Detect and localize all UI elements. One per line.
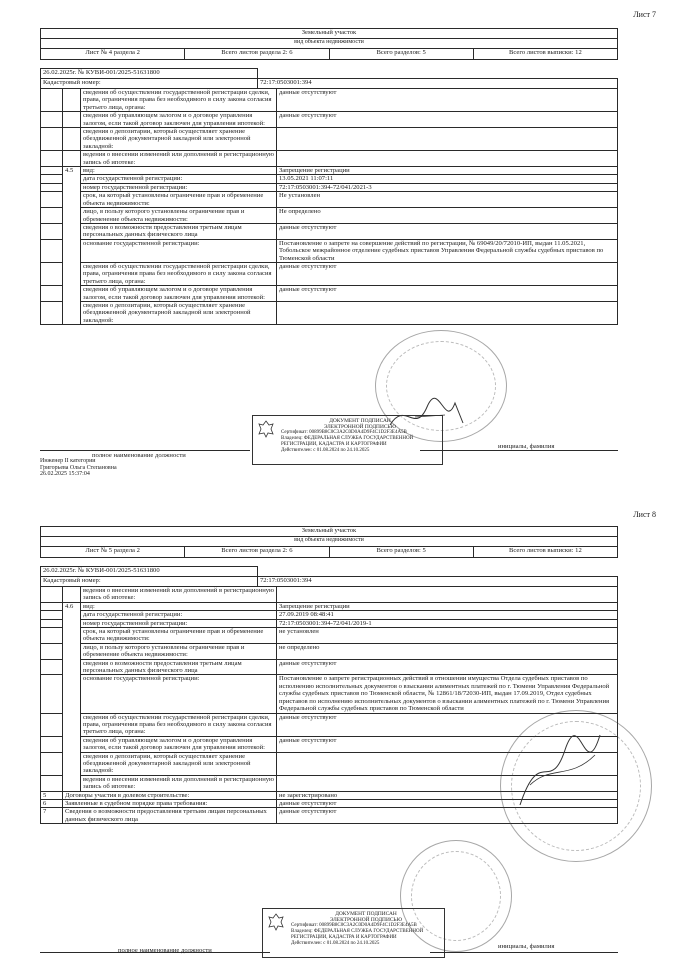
- esign-cert: Сертификат: 00899B8C0C3A2C0D0A4D9F4C1D2F3E4A5B: [281, 430, 407, 435]
- row-label: сведения об осуществлении государственной регистрации сделки, права, ограничения права без необходимого в силу закона согласия третьего лица, органа:: [81, 713, 277, 736]
- empty-cell: [41, 167, 63, 175]
- row-label: основание государственной регистрации:: [81, 239, 277, 262]
- table-row: [41, 659, 618, 675]
- row-value: не установлен: [277, 628, 618, 644]
- table-row: [41, 611, 618, 619]
- registrar-block: [40, 458, 117, 478]
- handwritten-signature: [385, 395, 475, 435]
- row-label: срок, на который установлены ограничение прав и обременение объекта недвижимости:: [81, 628, 277, 644]
- extract-date-number: 26.02.2025г. № КУВИ-001/2025-51631800: [41, 69, 258, 79]
- esign-validity: Действителен: с 01.08.2024 по 24.10.2025: [281, 448, 370, 453]
- empty-cell: [63, 587, 81, 603]
- row-label: сведения об управляющем залогом и о договоре управления залогом, если такой договор заключен для управления ипотекой:: [81, 736, 277, 752]
- esign-owner: Владелец: ФЕДЕРАЛЬНАЯ СЛУЖБА ГОСУДАРСТВЕННОЙ: [281, 436, 414, 441]
- empty-cell: [41, 643, 63, 659]
- row-label: ведения о внесении изменений или дополнений в регистрационную запись об ипотеке:: [81, 151, 277, 167]
- extract-meta: [40, 566, 618, 587]
- entry-number: 4.5: [63, 167, 81, 325]
- total-sheets-extract: Всего листов выписки: 12: [473, 547, 617, 558]
- empty-cell: [41, 628, 63, 644]
- total-sheets-section: Всего листов раздела 2: 6: [185, 49, 329, 60]
- table-row: [41, 301, 618, 324]
- encumbrance-table: [40, 88, 618, 325]
- empty-cell: [41, 736, 63, 752]
- table-row: [41, 587, 618, 603]
- esign-title: ДОКУМЕНТ ПОДПИСАН: [329, 418, 391, 424]
- sheet-of-section: Лист № 5 раздела 2: [41, 547, 185, 558]
- esign-owner: Владелец: ФЕДЕРАЛЬНАЯ СЛУЖБА ГОСУДАРСТВЕННОЙ: [291, 929, 424, 934]
- table-row: [41, 286, 618, 302]
- row-label: номер государственной регистрации:: [81, 183, 277, 191]
- row-value: данные отсутствуют: [277, 736, 618, 752]
- total-sheets-section: Всего листов раздела 2: 6: [185, 547, 329, 558]
- empty-cell: [41, 175, 63, 183]
- table-row: [41, 208, 618, 224]
- emblem-icon: [256, 419, 276, 439]
- row-value: [277, 301, 618, 324]
- table-row: [41, 128, 618, 151]
- footer-initials: инициалы, фамилия: [498, 443, 555, 450]
- row-value: 13.05.2021 11:07:11: [277, 175, 618, 183]
- extract-meta: [40, 68, 618, 89]
- empty-cell: [41, 752, 63, 775]
- empty-cell: [63, 112, 81, 128]
- row-value: Запрещение регистрации: [277, 167, 618, 175]
- footer-initials: инициалы, фамилия: [498, 943, 555, 950]
- row-value: 72:17:0503001:394-72/041/2019-1: [277, 619, 618, 627]
- section-label: Сведения о возможности предоставления третьим лицам персональных данных физического лица: [63, 808, 277, 824]
- extract-date-number: 26.02.2025г. № КУВИ-001/2025-51631800: [41, 567, 258, 577]
- initials-line: [430, 952, 618, 953]
- cadastral-label: Кадастровый номер:: [41, 79, 258, 89]
- object-type: Земельный участок: [41, 527, 618, 537]
- section-number: 7: [41, 808, 63, 824]
- section-label: Договоры участия в долевом строительстве:: [63, 791, 277, 799]
- table-row: [41, 223, 618, 239]
- sheet-header: [40, 28, 618, 60]
- esign-subtitle: ЭЛЕКТРОННОЙ ПОДПИСЬЮ: [329, 917, 403, 923]
- footer-position: полное наименование должности: [92, 452, 186, 459]
- row-value: [277, 151, 618, 167]
- table-row: [41, 619, 618, 627]
- row-value: данные отсутствуют: [277, 223, 618, 239]
- row-value: данные отсутствуют: [277, 659, 618, 675]
- row-label: лицо, в пользу которого установлены ограничение прав и обременение объекта недвижимости:: [81, 643, 277, 659]
- empty-cell: [41, 89, 63, 112]
- table-row: [41, 262, 618, 285]
- page-number: Лист 8: [633, 510, 656, 519]
- row-label: ведения о внесении изменений или дополнений в регистрационную запись об ипотеке:: [81, 587, 277, 603]
- section-number: 5: [41, 791, 63, 799]
- registrar-datetime: 26.02.2025 15:37:04: [40, 471, 90, 478]
- row-label: дата государственной регистрации:: [81, 611, 277, 619]
- esign-validity: Действителен: с 01.08.2024 по 24.10.2025: [291, 941, 380, 946]
- empty-cell: [41, 151, 63, 167]
- row-value: Постановление о запрете регистрационных действий в отношении имущества Отдела судебных приставов по исполнению исполнительных документов о взыскании алиментных платежей по г. Тюмени Управления Федеральной службы судебных приставов по Тюменской области, № 12861/18/72030-ИП, выдан 17.09.2019, Отдел судебных приставов по исполнению исполнительных документов о взыскании алиментных платежей по г. Тюмени Управления Федеральной службы судебных приставов по Тюменской области: [277, 675, 618, 713]
- empty-cell: [41, 587, 63, 603]
- registrar-position: Инженер II категории: [40, 458, 96, 464]
- row-value: данные отсутствуют: [277, 89, 618, 112]
- empty-cell: [41, 192, 63, 208]
- row-label: сведения о возможности предоставления третьим лицам персональных данных физического лица: [81, 223, 277, 239]
- empty-cell: [41, 675, 63, 713]
- row-value: Запрещение регистрации: [277, 602, 618, 610]
- row-value: не определено: [277, 643, 618, 659]
- empty-cell: [63, 89, 81, 112]
- table-row: [41, 151, 618, 167]
- esign-subtitle: ЭЛЕКТРОННОЙ ПОДПИСЬЮ: [323, 424, 397, 430]
- table-row: [41, 602, 618, 610]
- empty-cell: [41, 619, 63, 627]
- sheet-header: [40, 526, 618, 558]
- empty-cell: [41, 262, 63, 285]
- row-value: 27.09.2019 08:48:41: [277, 611, 618, 619]
- row-label: вид:: [81, 167, 277, 175]
- table-row: [41, 112, 618, 128]
- section-value: данные отсутствуют: [277, 808, 618, 824]
- position-line: [40, 450, 250, 451]
- row-label: ведения о внесении изменений или дополнений в регистрационную запись об ипотеке:: [81, 775, 277, 791]
- section-number: 6: [41, 799, 63, 807]
- row-value: [277, 128, 618, 151]
- table-row: [41, 183, 618, 191]
- object-kind: вид объекта недвижимости: [41, 39, 618, 49]
- empty-cell: [41, 286, 63, 302]
- empty-cell: [63, 128, 81, 151]
- row-label: сведения о депозитарии, который осуществляет хранение обездвиженной документарной закладной или электронной закладной:: [81, 752, 277, 775]
- row-label: сведения о депозитарии, который осуществляет хранение обездвиженной документарной закладной или электронной закладной:: [81, 128, 277, 151]
- empty-cell: [41, 223, 63, 239]
- row-value: данные отсутствуют: [277, 286, 618, 302]
- row-label: сведения о депозитарии, который осуществляет хранение обездвиженной документарной закладной или электронной закладной:: [81, 301, 277, 324]
- esign-owner-2: РЕГИСТРАЦИИ, КАДАСТРА И КАРТОГРАФИИ: [281, 442, 387, 447]
- table-row: [41, 167, 618, 175]
- row-label: срок, на который установлены ограничение прав и обременение объекта недвижимости:: [81, 192, 277, 208]
- row-value: Постановление о запрете на совершение действий по регистрации, № 69049/20/72010-ИП, выдан 11.05.2021, Тобольское межрайонное отделение судебных приставов Управления Федеральной службы судебных приставов по Тюменской области: [277, 239, 618, 262]
- row-label: дата государственной регистрации:: [81, 175, 277, 183]
- row-value: [277, 587, 618, 603]
- empty-cell: [41, 301, 63, 324]
- table-row: [41, 675, 618, 713]
- section-value: данные отсутствуют: [277, 799, 618, 807]
- cadastral-label: Кадастровый номер:: [41, 577, 258, 587]
- empty-cell: [41, 602, 63, 610]
- total-sections: Всего разделов: 5: [329, 547, 473, 558]
- cadastral-number: 72:17:0503001:394: [258, 577, 618, 587]
- row-label: основание государственной регистрации:: [81, 675, 277, 713]
- empty-cell: [41, 208, 63, 224]
- row-label: сведения об управляющем залогом и о договоре управления залогом, если такой договор заключен для управления ипотекой:: [81, 286, 277, 302]
- row-value: данные отсутствуют: [277, 262, 618, 285]
- table-row: [41, 628, 618, 644]
- handwritten-signature: [510, 725, 610, 815]
- table-row: [41, 192, 618, 208]
- empty-cell: [41, 611, 63, 619]
- total-sections: Всего разделов: 5: [329, 49, 473, 60]
- sheet-of-section: Лист № 4 раздела 2: [41, 49, 185, 60]
- empty-cell: [41, 239, 63, 262]
- empty-cell: [41, 112, 63, 128]
- page-number: Лист 7: [633, 10, 656, 19]
- entry-number: 4.6: [63, 602, 81, 791]
- extract-sheet-8: [0, 510, 678, 960]
- esign-title: ДОКУМЕНТ ПОДПИСАН: [335, 911, 397, 917]
- table-row: [41, 89, 618, 112]
- table-row: [41, 643, 618, 659]
- row-value: 72:17:0503001:394-72/041/2021-3: [277, 183, 618, 191]
- row-label: сведения об осуществлении государственной регистрации сделки, права, ограничения права без необходимого в силу закона согласия третьего лица, органа:: [81, 262, 277, 285]
- section-value: не зарегистрировано: [277, 791, 618, 799]
- row-label: вид:: [81, 602, 277, 610]
- row-label: номер государственной регистрации:: [81, 619, 277, 627]
- table-row: [41, 239, 618, 262]
- empty-cell: [41, 775, 63, 791]
- empty-cell: [41, 713, 63, 736]
- esign-owner-2: РЕГИСТРАЦИИ, КАДАСТРА И КАРТОГРАФИИ: [291, 935, 397, 940]
- empty-cell: [41, 659, 63, 675]
- initials-line: [420, 450, 618, 451]
- section-label: Заявленные в судебном порядке права требования:: [63, 799, 277, 807]
- row-label: сведения об осуществлении государственной регистрации сделки, права, ограничения права без необходимого в силу закона согласия третьего лица, органа:: [81, 89, 277, 112]
- row-label: сведения об управляющем залогом и о договоре управления залогом, если такой договор заключен для управления ипотекой:: [81, 112, 277, 128]
- emblem-icon: [266, 912, 286, 932]
- round-seal-2: [400, 840, 512, 952]
- row-label: лицо, в пользу которого установлены ограничение прав и обременение объекта недвижимости:: [81, 208, 277, 224]
- object-kind: вид объекта недвижимости: [41, 537, 618, 547]
- row-value: Не установлен: [277, 192, 618, 208]
- empty-cell: [41, 183, 63, 191]
- cadastral-number: 72:17:0503001:394: [258, 79, 618, 89]
- footer-position: полное наименование должности: [118, 947, 212, 954]
- row-value: данные отсутствуют: [277, 713, 618, 736]
- row-value: данные отсутствуют: [277, 112, 618, 128]
- row-label: сведения о возможности предоставления третьим лицам персональных данных физического лица: [81, 659, 277, 675]
- object-type: Земельный участок: [41, 29, 618, 39]
- row-value: Не определено: [277, 208, 618, 224]
- total-sheets-extract: Всего листов выписки: 12: [473, 49, 617, 60]
- empty-cell: [41, 128, 63, 151]
- esign-cert: Сертификат: 00899B8C0C3A2C0D0A4D9F4C1D2F3E4A5B: [291, 923, 417, 928]
- table-row: [41, 175, 618, 183]
- registrar-name: Григорьева Ольга Степановна: [40, 464, 117, 471]
- empty-cell: [63, 151, 81, 167]
